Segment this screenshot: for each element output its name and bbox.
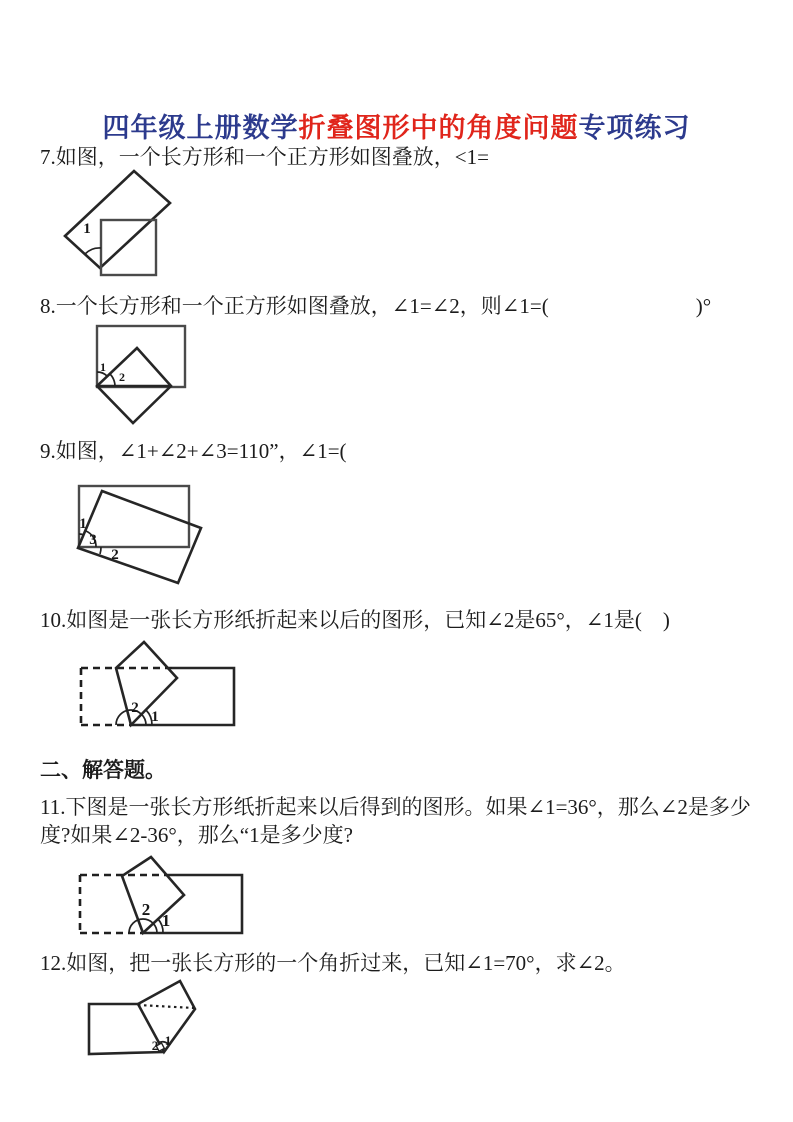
angle-label-1: 1: [100, 360, 106, 374]
angle-label-2: 2: [119, 370, 125, 384]
question-9-text: 9.如图，∠1+∠2+∠3=110”，∠1=(: [40, 439, 347, 463]
angle-arc-2: [100, 547, 101, 554]
folded-flap: [122, 857, 184, 933]
square: [101, 220, 156, 275]
question-11-text-line1: 11.下图是一张长方形纸折起来以后得到的图形。如果∠1=36°，那么∠2是多少: [40, 795, 751, 819]
question-11-text-line2: 度?如果∠2-36°，那么“1是多少度?: [40, 823, 353, 847]
angle-label-2: 2: [111, 547, 119, 563]
question-11-figure: [68, 846, 258, 944]
angle-label-2: 2: [151, 1038, 159, 1053]
question-12-figure: [78, 976, 213, 1064]
question-10-figure: [68, 636, 250, 734]
rectangle: [97, 326, 185, 387]
title-part-red: 折叠图形中的角度问题: [298, 113, 579, 144]
question-7-figure: [48, 164, 188, 284]
rectangle-solid-part: [131, 668, 234, 725]
question-8-figure: [88, 318, 203, 433]
angle-arc-1: [79, 534, 84, 535]
question-10-text: 10.如图是一张长方形纸折起来以后的图形，已知∠2是65°，∠1是( ): [40, 608, 670, 632]
angle-label-2: 2: [131, 700, 139, 716]
angle-label-1: 1: [164, 1033, 172, 1048]
angle-label-2: 2: [141, 900, 151, 919]
section-2-heading: 二、解答题。: [40, 759, 166, 782]
question-9-figure: [48, 478, 218, 596]
question-12-text: 12.如图，把一张长方形的一个角折过来，已知∠1=70°，求∠2。: [40, 951, 626, 975]
question-8-text: 8.一个长方形和一个正方形如图叠放，∠1=∠2，则∠1=( )°: [40, 294, 712, 318]
title-part-blue-left: 四年级上册数学: [102, 113, 299, 144]
angle-label-1: 1: [151, 709, 159, 725]
angle-arc-2: [110, 374, 115, 386]
angle-arc: [85, 248, 101, 254]
angle-label-3: 3: [89, 532, 97, 548]
question-7-text: 7.如图，一个长方形和一个正方形如图叠放，<1=: [40, 145, 489, 169]
folded-flap: [116, 642, 177, 725]
rectangle-solid-part: [143, 875, 242, 933]
angle-label-1: 1: [79, 516, 87, 532]
page-title: [0, 106, 793, 145]
title-part-blue-right: 专项练习: [578, 113, 691, 144]
angle-label-1: 1: [161, 911, 171, 930]
angle-label-1: 1: [83, 221, 91, 237]
fold-dotted-line: [138, 1005, 194, 1008]
